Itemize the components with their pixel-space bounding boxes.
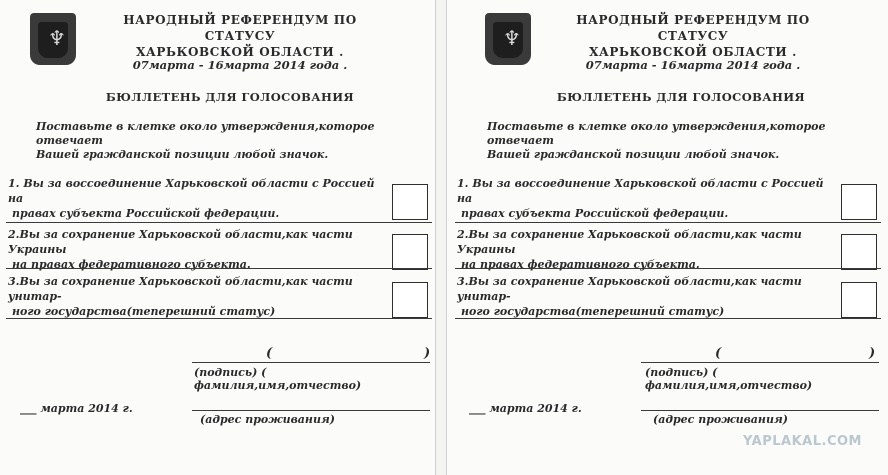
checkbox-question-3[interactable]	[841, 282, 877, 318]
checkbox-question-2[interactable]	[392, 234, 428, 270]
question-2: 2.Вы за сохранение Харьковской области,как части Украины на правах федеративного субъекта.	[8, 228, 353, 271]
ballot-right	[446, 0, 888, 475]
divider	[455, 318, 881, 319]
ballot-title: НАРОДНЫЙ РЕФЕРЕНДУМ ПО СТАТУСУ ХАРЬКОВСКОЙ ОБЛАСТИ .	[576, 13, 810, 59]
signature-label: (подпись) ( фамилия,имя,отчество)	[194, 366, 362, 392]
signature-paren-close: )	[869, 346, 876, 361]
checkbox-question-2[interactable]	[841, 234, 877, 270]
question-1: 1. Вы за воссоединение Харьковской области с Россией на правах субъекта Российской федерации.	[8, 177, 375, 220]
signature-line[interactable]	[641, 362, 879, 363]
address-line[interactable]	[641, 410, 879, 411]
signature-line[interactable]	[192, 362, 430, 363]
site-watermark: YAPLAKAL.COM	[743, 434, 862, 449]
signature-paren-open: (	[715, 346, 722, 361]
divider	[6, 268, 432, 269]
checkbox-question-1[interactable]	[841, 184, 877, 220]
ballot-instruction: Поставьте в клетке около утверждения,которое отвечает Вашей гражданской позиции любой значок.	[36, 120, 375, 161]
ballot-instruction: Поставьте в клетке около утверждения,которое отвечает Вашей гражданской позиции любой значок.	[487, 120, 826, 161]
divider	[6, 318, 432, 319]
signature-paren-open: (	[266, 346, 273, 361]
divider	[455, 268, 881, 269]
question-3: 3.Вы за сохранение Харьковской области,как части унитар- ного государства(теперешний статус)	[8, 275, 353, 318]
divider	[6, 222, 432, 223]
kharkiv-emblem-icon: ♆	[30, 13, 76, 65]
date-field: ___ марта 2014 г.	[20, 402, 133, 415]
divider	[455, 222, 881, 223]
ballot-dates: 07марта - 16марта 2014 года .	[132, 58, 348, 72]
address-label: (адрес проживания)	[200, 413, 335, 426]
address-label: (адрес проживания)	[653, 413, 788, 426]
signature-label: (подпись) ( фамилия,имя,отчество)	[645, 366, 813, 392]
checkbox-question-1[interactable]	[392, 184, 428, 220]
address-line[interactable]	[192, 410, 430, 411]
ballot-dates: 07марта - 16марта 2014 года .	[585, 58, 801, 72]
date-field: ___ марта 2014 г.	[469, 402, 582, 415]
question-2: 2.Вы за сохранение Харьковской области,как части Украины на правах федеративного субъекта.	[457, 228, 802, 271]
question-1: 1. Вы за воссоединение Харьковской области с Россией на правах субъекта Российской федерации.	[457, 177, 824, 220]
ballot-title: НАРОДНЫЙ РЕФЕРЕНДУМ ПО СТАТУСУ ХАРЬКОВСКОЙ ОБЛАСТИ .	[123, 13, 357, 59]
ballot-heading: БЮЛЛЕТЕНЬ ДЛЯ ГОЛОСОВАНИЯ	[105, 90, 355, 104]
question-3: 3.Вы за сохранение Харьковской области,как части унитар- ного государства(теперешний статус)	[457, 275, 802, 318]
checkbox-question-3[interactable]	[392, 282, 428, 318]
kharkiv-emblem-icon: ♆	[485, 13, 531, 65]
ballot-heading: БЮЛЛЕТЕНЬ ДЛЯ ГОЛОСОВАНИЯ	[556, 90, 806, 104]
signature-paren-close: )	[424, 346, 431, 361]
ballot-left	[0, 0, 436, 475]
